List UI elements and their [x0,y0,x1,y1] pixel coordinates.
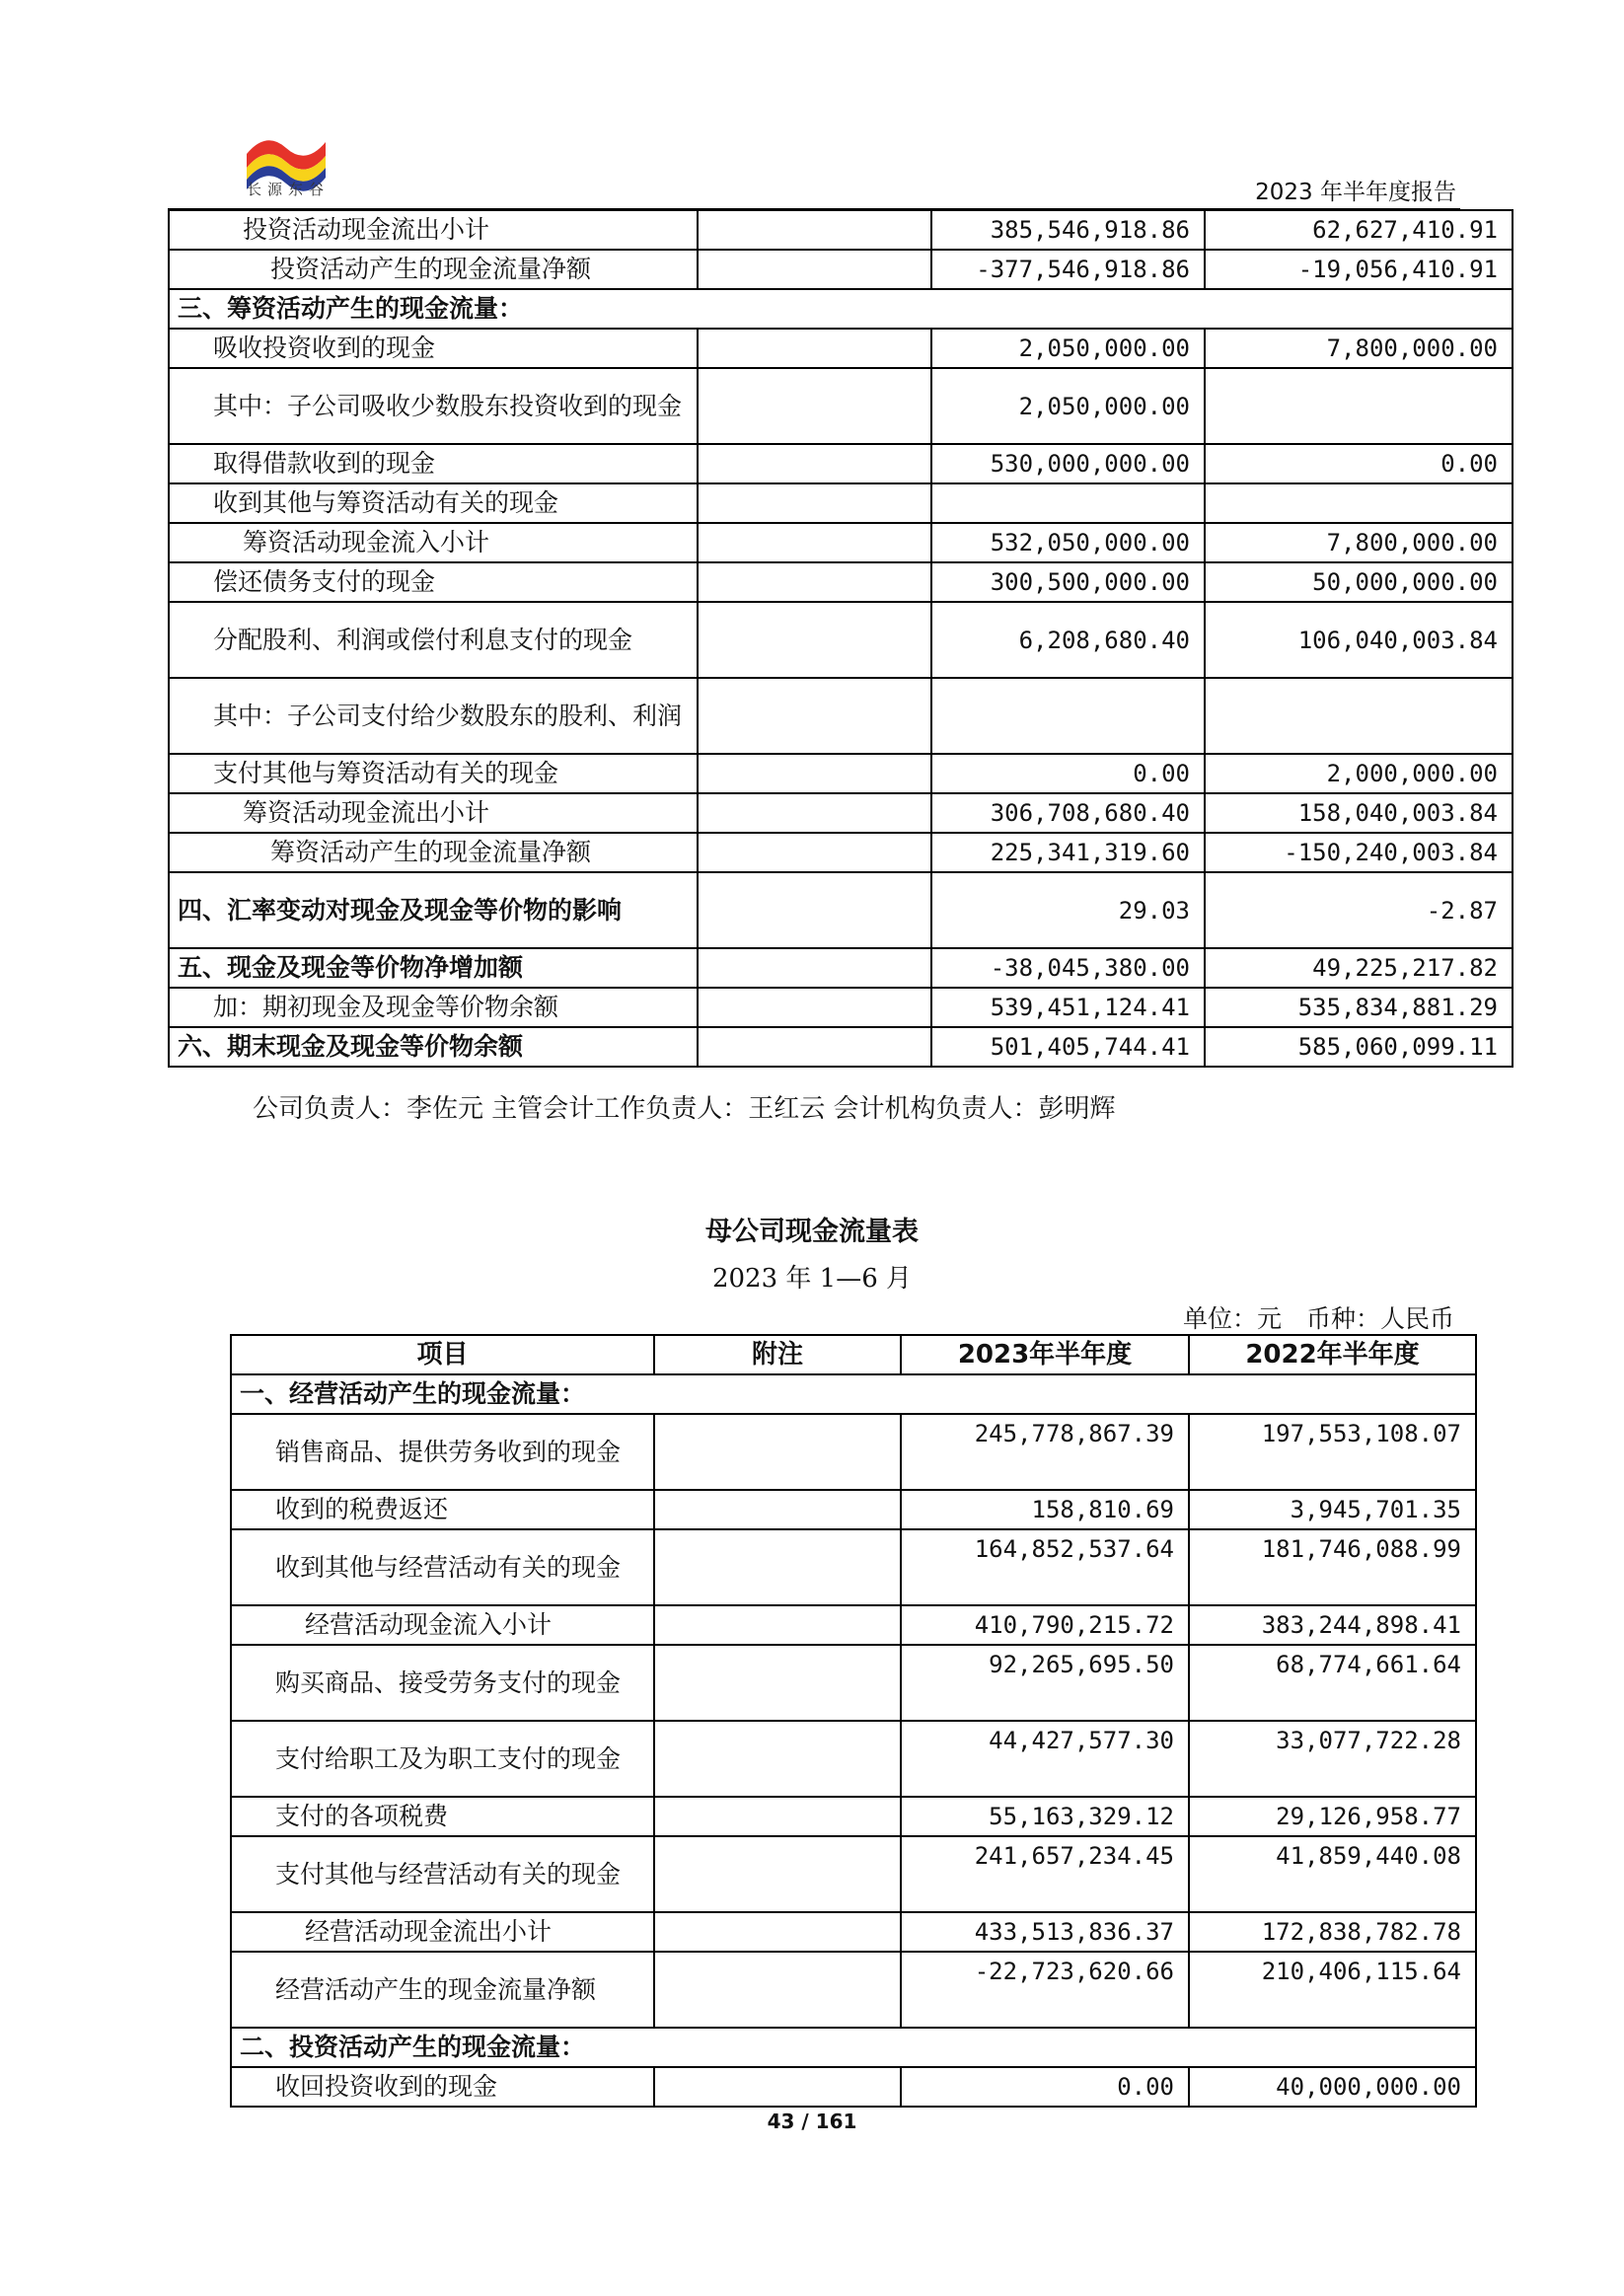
row-note [698,988,931,1027]
row-previous: 68,774,661.64 [1189,1645,1476,1721]
row-previous: 40,000,000.00 [1189,2067,1476,2107]
table-unit: 单位：元 币种：人民币 [1182,1304,1454,1333]
row-current: 245,778,867.39 [901,1414,1189,1490]
row-current: 158,810.69 [901,1490,1189,1529]
row-current: -38,045,380.00 [931,948,1205,988]
table-row [169,1027,1513,1067]
row-note [698,523,931,562]
section-label: 三、筹资活动产生的现金流量： [169,289,1513,329]
row-note [698,250,931,289]
row-previous: 535,834,881.29 [1205,988,1513,1027]
row-current: 0.00 [931,754,1205,793]
row-note [698,562,931,602]
row-previous [1205,368,1513,444]
row-current: -377,546,918.86 [931,250,1205,289]
row-note [654,1912,901,1952]
row-previous: 158,040,003.84 [1205,793,1513,833]
section-row [231,1374,1476,1414]
row-current: 501,405,744.41 [931,1027,1205,1067]
row-current: 55,163,329.12 [901,1797,1189,1836]
row-previous: 210,406,115.64 [1189,1952,1476,2028]
row-label: 销售商品、提供劳务收到的现金 [231,1414,654,1490]
table-row [169,678,1513,754]
section-row [169,289,1513,329]
row-note [698,329,931,368]
row-previous: 29,126,958.77 [1189,1797,1476,1836]
table-header-row [231,1335,1476,1374]
row-current: 300,500,000.00 [931,562,1205,602]
row-label: 购买商品、接受劳务支付的现金 [231,1645,654,1721]
row-previous: 383,244,898.41 [1189,1605,1476,1645]
table-row [231,1645,1476,1721]
row-current: 532,050,000.00 [931,523,1205,562]
row-label: 支付其他与经营活动有关的现金 [231,1836,654,1912]
row-current: 44,427,577.30 [901,1721,1189,1797]
row-current [931,483,1205,523]
row-previous: 585,060,099.11 [1205,1027,1513,1067]
row-label: 筹资活动现金流出小计 [169,793,698,833]
table-row [169,988,1513,1027]
row-current: 29.03 [931,872,1205,948]
row-previous: 0.00 [1205,444,1513,483]
table-row [169,754,1513,793]
page-number: 43 / 161 [767,2110,857,2133]
table-title: 母公司现金流量表 [705,1217,919,1247]
row-label: 吸收投资收到的现金 [169,329,698,368]
row-previous: 41,859,440.08 [1189,1836,1476,1912]
row-label: 其中：子公司吸收少数股东投资收到的现金 [169,368,698,444]
row-label: 偿还债务支付的现金 [169,562,698,602]
row-current: 241,657,234.45 [901,1836,1189,1912]
row-label: 其中：子公司支付给少数股东的股利、利润 [169,678,698,754]
table-row [169,602,1513,678]
row-label: 经营活动现金流入小计 [231,1605,654,1645]
table-row [169,833,1513,872]
row-previous: 172,838,782.78 [1189,1912,1476,1952]
signature-line: 公司负责人：李佐元 主管会计工作负责人：王红云 会计机构负责人：彭明辉 [253,1094,1116,1124]
row-current: 92,265,695.50 [901,1645,1189,1721]
row-note [698,948,931,988]
row-note [654,1529,901,1605]
row-label: 投资活动产生的现金流量净额 [169,250,698,289]
section-row [231,2028,1476,2067]
table-row [231,1414,1476,1490]
header-item: 项目 [231,1335,654,1374]
row-label: 四、汇率变动对现金及现金等价物的影响 [169,872,698,948]
row-previous: 33,077,722.28 [1189,1721,1476,1797]
row-current [931,678,1205,754]
table-period: 2023 年 1—6 月 [711,1264,913,1294]
table-row [169,483,1513,523]
row-note [698,872,931,948]
table-row [231,1490,1476,1529]
row-previous [1205,483,1513,523]
row-note [698,1027,931,1067]
row-previous: 62,627,410.91 [1205,210,1513,250]
table-row [231,1529,1476,1605]
table-row [169,329,1513,368]
row-previous: 181,746,088.99 [1189,1529,1476,1605]
row-label: 五、现金及现金等价物净增加额 [169,948,698,988]
row-label: 经营活动现金流出小计 [231,1912,654,1952]
row-note [698,368,931,444]
row-previous: 3,945,701.35 [1189,1490,1476,1529]
table-row [169,210,1513,250]
row-label: 分配股利、利润或偿付利息支付的现金 [169,602,698,678]
row-previous: -2.87 [1205,872,1513,948]
row-previous: -19,056,410.91 [1205,250,1513,289]
row-previous: 50,000,000.00 [1205,562,1513,602]
section-label: 二、投资活动产生的现金流量： [231,2028,1476,2067]
row-previous: 2,000,000.00 [1205,754,1513,793]
table-row [169,562,1513,602]
row-label: 收到的税费返还 [231,1490,654,1529]
row-previous: 49,225,217.82 [1205,948,1513,988]
row-current: 2,050,000.00 [931,368,1205,444]
report-title: 2023 年半年度报告 [1255,180,1456,205]
row-current: 164,852,537.64 [901,1529,1189,1605]
row-current: 433,513,836.37 [901,1912,1189,1952]
row-previous: 7,800,000.00 [1205,523,1513,562]
table-row [231,1836,1476,1912]
row-note [698,833,931,872]
row-note [654,1414,901,1490]
row-current: -22,723,620.66 [901,1952,1189,2028]
table-row [231,1797,1476,1836]
row-previous: -150,240,003.84 [1205,833,1513,872]
row-note [654,1605,901,1645]
row-note [654,1836,901,1912]
table-row [231,1912,1476,1952]
table-row [231,2067,1476,2107]
row-note [698,210,931,250]
row-note [698,444,931,483]
row-current: 225,341,319.60 [931,833,1205,872]
header-note: 附注 [654,1335,901,1374]
row-label: 筹资活动现金流入小计 [169,523,698,562]
table-row [169,250,1513,289]
section-label: 一、经营活动产生的现金流量： [231,1374,1476,1414]
row-label: 支付其他与筹资活动有关的现金 [169,754,698,793]
row-current: 539,451,124.41 [931,988,1205,1027]
table-row [169,368,1513,444]
row-previous: 7,800,000.00 [1205,329,1513,368]
row-current: 410,790,215.72 [901,1605,1189,1645]
table-row [169,872,1513,948]
row-label: 收到其他与筹资活动有关的现金 [169,483,698,523]
row-label: 经营活动产生的现金流量净额 [231,1952,654,2028]
row-label: 收到其他与经营活动有关的现金 [231,1529,654,1605]
table-row [169,523,1513,562]
row-note [698,793,931,833]
row-current: 530,000,000.00 [931,444,1205,483]
table-row [231,1952,1476,2028]
row-previous: 106,040,003.84 [1205,602,1513,678]
logo-text: 长源东谷 [247,181,331,198]
row-current: 0.00 [901,2067,1189,2107]
row-label: 加：期初现金及现金等价物余额 [169,988,698,1027]
row-label: 支付给职工及为职工支付的现金 [231,1721,654,1797]
row-label: 收回投资收到的现金 [231,2067,654,2107]
table-row [169,793,1513,833]
row-note [698,678,931,754]
row-note [698,754,931,793]
row-note [698,602,931,678]
row-note [654,1645,901,1721]
row-note [654,1952,901,2028]
row-label: 支付的各项税费 [231,1797,654,1836]
header-previous: 2022年半年度 [1189,1335,1476,1374]
row-current: 2,050,000.00 [931,329,1205,368]
row-current: 6,208,680.40 [931,602,1205,678]
header-current: 2023年半年度 [901,1335,1189,1374]
row-previous: 197,553,108.07 [1189,1414,1476,1490]
row-label: 筹资活动产生的现金流量净额 [169,833,698,872]
row-note [654,1490,901,1529]
consolidated-cash-flow-table-continued [168,209,1513,1068]
parent-cash-flow-table [230,1334,1477,2108]
row-label: 投资活动现金流出小计 [169,210,698,250]
row-note [654,1797,901,1836]
table-row [231,1721,1476,1797]
row-note [654,2067,901,2107]
table-row [231,1605,1476,1645]
row-previous [1205,678,1513,754]
row-label: 取得借款收到的现金 [169,444,698,483]
row-current: 385,546,918.86 [931,210,1205,250]
row-label: 六、期末现金及现金等价物余额 [169,1027,698,1067]
row-current: 306,708,680.40 [931,793,1205,833]
table-row [169,948,1513,988]
table-row [169,444,1513,483]
row-note [654,1721,901,1797]
row-note [698,483,931,523]
